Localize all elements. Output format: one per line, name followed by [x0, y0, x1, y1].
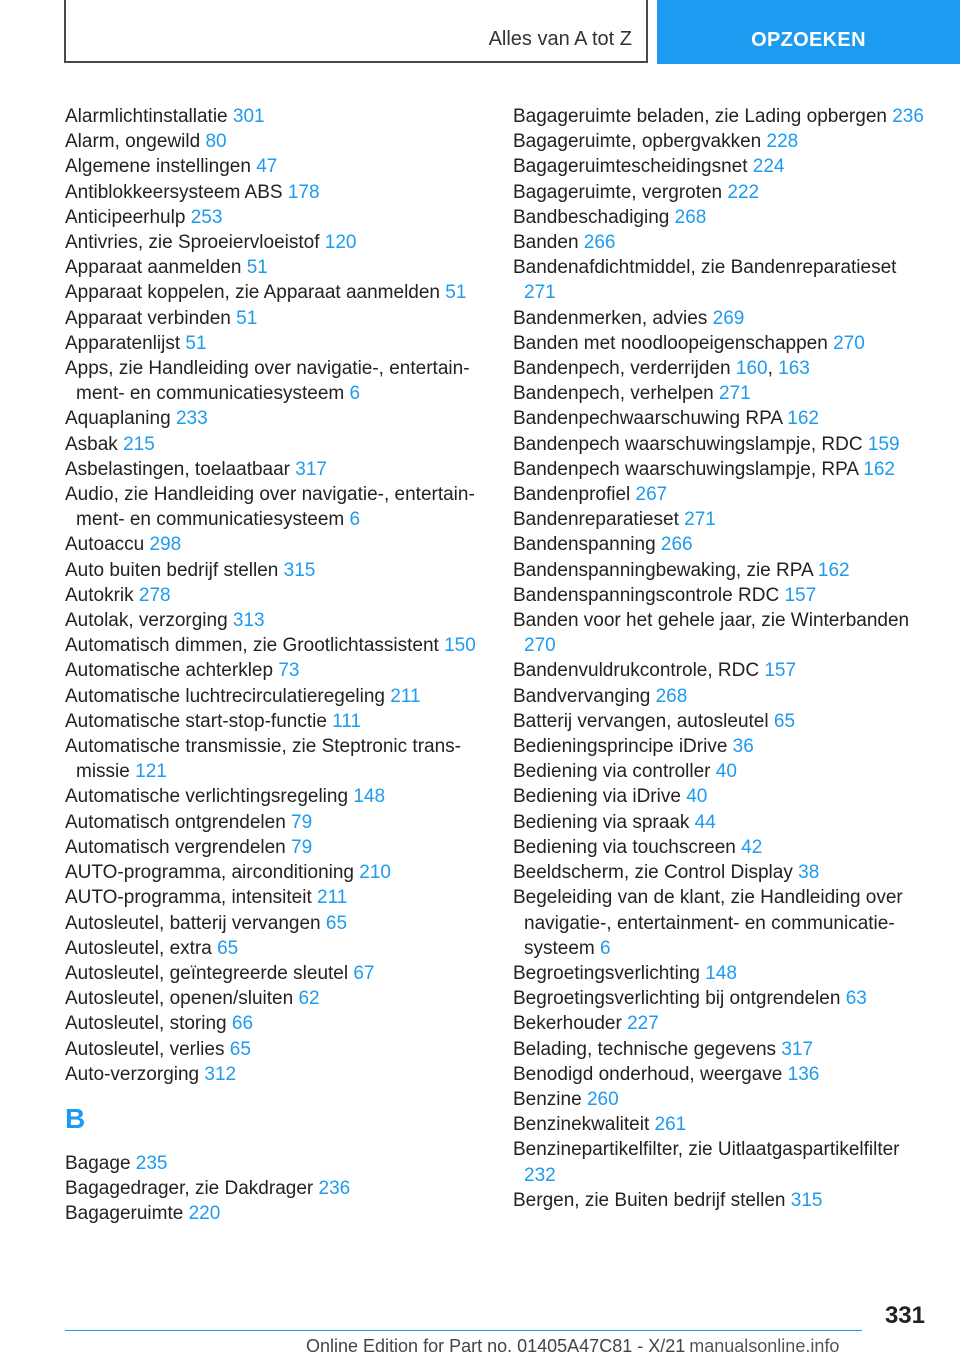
index-entry-text: Alarmlichtinstallatie — [65, 106, 233, 127]
page-reference-link[interactable]: 271 — [524, 282, 556, 304]
index-entry — [65, 885, 485, 910]
page-reference-link[interactable]: 266 — [660, 534, 693, 556]
page-reference-link[interactable]: 317 — [781, 1038, 814, 1060]
index-entry-text: AUTO-programma, airconditioning — [65, 862, 360, 884]
index-entry — [513, 532, 933, 557]
index-entry-text: Apparaat koppelen, zie Apparaat aanmelden — [65, 282, 446, 304]
tab-alles-van-a-tot-z[interactable] — [64, 0, 648, 63]
index-column-left — [65, 104, 485, 1227]
index-entry — [513, 658, 933, 683]
index-entry — [513, 835, 933, 860]
index-entry-text: Autosleutel, batterij vervangen — [65, 912, 326, 934]
index-entry — [513, 608, 933, 658]
page-reference-link[interactable]: 312 — [204, 1063, 237, 1085]
index-entry — [513, 709, 933, 734]
page-reference-link[interactable]: 73 — [278, 660, 300, 682]
index-entry — [513, 482, 933, 507]
index-entry — [65, 684, 485, 709]
page-reference-link[interactable]: 253 — [190, 206, 223, 228]
page-reference-link[interactable]: 67 — [353, 962, 375, 984]
page-reference-link[interactable]: 268 — [674, 206, 707, 228]
page-reference-link[interactable]: 6 — [600, 937, 611, 959]
index-entry — [65, 608, 485, 633]
index-entry-text: Bagageruimtescheidingsnet — [513, 156, 753, 178]
page-reference-link[interactable]: 215 — [123, 433, 155, 455]
index-entry-text: Alarm, ongewild — [65, 131, 206, 153]
index-entry — [513, 1188, 933, 1213]
index-entry — [65, 784, 485, 809]
index-entry-text: Banden — [513, 232, 584, 254]
index-entry-text: Begroetingsverlichting bij ontgrendelen — [513, 988, 846, 1010]
page-reference-link[interactable]: 210 — [359, 862, 391, 884]
page-reference-link[interactable]: 63 — [845, 988, 867, 1010]
page-reference-link[interactable]: 36 — [732, 736, 754, 758]
index-entry — [65, 306, 485, 331]
page-reference-link[interactable]: 148 — [353, 786, 386, 808]
footer-edition-text — [306, 1336, 956, 1357]
page-reference-link[interactable]: 65 — [773, 710, 796, 732]
page-reference-link[interactable]: 136 — [787, 1063, 820, 1085]
index-entry — [513, 507, 933, 532]
index-entry — [513, 406, 933, 431]
index-entry-text: Bediening via controller — [513, 761, 716, 783]
page-reference-link[interactable]: 220 — [188, 1203, 221, 1225]
index-entry-text: Beeldscherm, zie Control Display — [513, 862, 799, 884]
index-entry — [65, 1176, 485, 1201]
index-entry-text: Automatisch vergrendelen — [65, 836, 292, 858]
page-reference-link[interactable]: 235 — [135, 1152, 168, 1174]
index-entry-text: Aquaplaning — [65, 408, 176, 430]
page-reference-link[interactable]: 228 — [766, 131, 799, 153]
index-entry — [513, 255, 933, 305]
tab-opzoeken-label: OPZOEKEN — [751, 29, 866, 51]
page-reference-link[interactable]: 65 — [229, 1038, 251, 1060]
index-entry — [513, 1037, 933, 1062]
index-entry — [513, 784, 933, 809]
page-number: 331 — [884, 1302, 925, 1329]
index-entry — [65, 1062, 485, 1087]
index-entry — [513, 1137, 933, 1187]
index-entry-text: Asbak — [65, 433, 124, 455]
page-reference-link[interactable]: 236 — [892, 106, 924, 127]
page-reference-link[interactable]: 236 — [318, 1178, 351, 1200]
page-reference-link[interactable]: 80 — [205, 131, 227, 153]
page-reference-link[interactable]: 268 — [655, 685, 688, 707]
index-entry-text: Automatische transmissie, zie Steptronic transmissie — [65, 736, 461, 783]
page-reference-link[interactable]: 233 — [175, 408, 208, 430]
index-list-b — [65, 1151, 485, 1227]
index-entry-text: Apparatenlijst — [65, 332, 186, 354]
index-entry-text: Bergen, zie Buiten bedrijf stellen — [513, 1189, 791, 1211]
page-reference-link[interactable]: 270 — [524, 635, 556, 657]
index-entry-text: Bandenpech, verhelpen — [513, 383, 719, 405]
page-reference-link[interactable]: 211 — [390, 685, 421, 707]
index-entry — [65, 709, 485, 734]
page-reference-link[interactable]: 38 — [798, 862, 820, 884]
index-entry — [65, 482, 485, 532]
index-entry-text: Bandenprofiel — [513, 484, 636, 506]
index-entry — [513, 1112, 933, 1137]
index-entry — [65, 986, 485, 1011]
section-letter-b: B — [65, 1102, 86, 1134]
index-entry — [65, 558, 485, 583]
page-reference-link[interactable]: 260 — [586, 1088, 619, 1110]
page-reference-link[interactable]: 120 — [324, 232, 357, 254]
index-entry — [65, 331, 485, 356]
index-entry-text: Benzinekwaliteit — [513, 1114, 655, 1136]
page-reference-link[interactable]: 301 — [232, 106, 265, 127]
page-reference-link[interactable]: 148 — [705, 962, 737, 984]
index-entry — [513, 331, 933, 356]
index-entry — [513, 129, 933, 154]
index-entry — [513, 381, 933, 406]
page-reference-link[interactable]: 267 — [635, 484, 668, 506]
index-entry-text: , — [767, 358, 779, 380]
tab-opzoeken[interactable] — [657, 0, 960, 64]
index-entry — [513, 230, 933, 255]
index-entry — [513, 432, 933, 457]
index-entry-text: Banden voor het gehele jaar, zie Winterbanden — [513, 610, 910, 632]
index-entry — [65, 356, 485, 406]
index-entry — [65, 961, 485, 986]
index-entry — [513, 457, 933, 482]
index-entry-text: Bagageruimte, vergroten — [513, 181, 728, 203]
page-reference-link[interactable]: 150 — [444, 635, 476, 657]
index-entry-text: Bedieningsprincipe iDrive — [513, 736, 733, 758]
index-entry — [513, 205, 933, 230]
index-entry — [513, 154, 933, 179]
page-reference-link[interactable]: 222 — [727, 181, 760, 203]
edition-text: Online Edition for Part no. 01405A47C81 - X/21 — [306, 1336, 686, 1356]
index-entry — [513, 986, 933, 1011]
page-reference-link[interactable]: 51 — [445, 282, 467, 304]
index-entry-text: Belading, technische gegevens — [513, 1038, 782, 1060]
index-entry-text: Auto buiten bedrijf stellen — [65, 559, 284, 581]
page-reference-link[interactable]: 315 — [283, 559, 316, 581]
index-entry-text: Algemene instellingen — [65, 156, 257, 178]
index-entry-text: Anticipeerhulp — [65, 206, 191, 228]
index-entry-text: Bediening via touchscreen — [513, 836, 742, 858]
index-entry-text: Bandbeschadiging — [513, 206, 675, 228]
index-entry-text: Bagagedrager, zie Dakdrager — [65, 1178, 319, 1200]
index-entry — [65, 936, 485, 961]
index-entry — [513, 759, 933, 784]
index-entry — [65, 205, 485, 230]
index-entry — [65, 835, 485, 860]
index-entry-text: Automatische start-stop-functie — [65, 710, 333, 732]
index-entry-text: Automatische verlichtingsregeling — [65, 786, 354, 808]
page-reference-link[interactable]: 157 — [784, 584, 817, 606]
page-reference-link[interactable]: 162 — [863, 458, 895, 480]
page-reference-link[interactable]: 159 — [867, 433, 900, 455]
index-entry-text: Autokrik — [65, 584, 139, 606]
page-reference-link[interactable]: 162 — [817, 559, 850, 581]
index-entry — [65, 1011, 485, 1036]
index-entry — [513, 306, 933, 331]
index-entry-text: Apparaat aanmelden — [65, 257, 247, 279]
page-reference-link[interactable]: 65 — [325, 912, 348, 934]
index-entry — [513, 1062, 933, 1087]
index-list-b-continued — [513, 104, 933, 1213]
index-entry-text: Bandenvuldrukcontrole, RDC — [513, 660, 765, 682]
index-entry — [65, 860, 485, 885]
index-entry-text: AUTO-programma, intensiteit — [65, 887, 318, 909]
index-entry-text: Bandenspanning — [513, 534, 661, 556]
index-entry-text: Bandenreparatieset — [513, 509, 685, 531]
index-entry — [513, 558, 933, 583]
page-reference-link[interactable]: 163 — [778, 358, 810, 380]
index-entry-text: Bekerhouder — [513, 1013, 628, 1035]
page-reference-link[interactable]: 271 — [684, 509, 716, 531]
page-reference-link[interactable]: 47 — [256, 156, 278, 178]
index-entry-text: Bandenpech, verderrijden — [513, 358, 736, 380]
page-reference-link[interactable]: 51 — [185, 332, 207, 354]
index-entry — [65, 532, 485, 557]
index-entry-text: Autosleutel, geïntegreerde sleutel — [65, 962, 354, 984]
index-entry-text: Bandenspanningbewaking, zie RPA — [513, 559, 818, 581]
index-entry — [513, 961, 933, 986]
page-reference-link[interactable]: 224 — [752, 156, 785, 178]
index-entry-text: Autosleutel, verlies — [65, 1038, 230, 1060]
page-reference-link[interactable]: 65 — [217, 937, 239, 959]
index-entry-text: Bagageruimte, opbergvakken — [513, 131, 767, 153]
header — [0, 0, 960, 66]
index-entry — [65, 432, 485, 457]
index-entry-text: Automatische luchtrecirculatieregeling — [65, 685, 391, 707]
index-entry — [513, 810, 933, 835]
index-entry-text: Apps, zie Handleiding over navigatie-, entertainment- en communicatiesysteem — [65, 358, 470, 405]
index-entry — [65, 734, 485, 784]
page-reference-link[interactable]: 271 — [719, 383, 751, 405]
page-reference-link[interactable]: 160 — [735, 358, 768, 380]
page-reference-link[interactable]: 79 — [291, 836, 313, 858]
page-reference-link[interactable]: 42 — [741, 836, 763, 858]
index-entry — [513, 104, 933, 129]
page-reference-link[interactable]: 121 — [135, 761, 167, 783]
index-entry — [65, 104, 485, 129]
page-reference-link[interactable]: 51 — [236, 307, 258, 329]
index-entry — [65, 1201, 485, 1226]
index-entry — [65, 658, 485, 683]
page-reference-link[interactable]: 178 — [287, 181, 320, 203]
index-entry — [65, 457, 485, 482]
page-reference-link[interactable]: 266 — [583, 232, 616, 254]
index-entry — [65, 129, 485, 154]
index-entry — [65, 406, 485, 431]
index-entry-text: Autosleutel, extra — [65, 937, 218, 959]
index-entry — [65, 1151, 485, 1176]
index-entry — [513, 885, 933, 961]
index-entry-text: Bagageruimte — [65, 1203, 189, 1225]
index-entry — [65, 255, 485, 280]
index-entry-text: Bagageruimte beladen, zie Lading opbergen — [513, 106, 893, 127]
page-reference-link[interactable]: 261 — [654, 1114, 687, 1136]
page-reference-link[interactable]: 40 — [715, 761, 737, 783]
footer-divider — [65, 1330, 862, 1331]
index-entry — [513, 180, 933, 205]
index-entry-text: Antivries, zie Sproeiervloeistof — [65, 232, 325, 254]
index-entry-text: Banden met noodloopeigenschappen — [513, 332, 834, 354]
index-entry — [513, 860, 933, 885]
index-entry — [65, 1037, 485, 1062]
page-reference-link[interactable]: 211 — [317, 887, 348, 909]
index-entry-text: Bagage — [65, 1152, 136, 1174]
index-entry-text: Bandenpech waarschuwingslampje, RPA — [513, 458, 864, 480]
index-entry — [513, 734, 933, 759]
page-reference-link[interactable]: 40 — [686, 786, 708, 808]
index-entry-text: Autolak, verzorging — [65, 610, 233, 632]
tab-alles-van-a-tot-z-label: Alles van A tot Z — [488, 28, 632, 50]
index-entry-text: Apparaat verbinden — [65, 307, 237, 329]
index-entry-text: Bandenmerken, advies — [513, 307, 713, 329]
index-entry-text: Bediening via spraak — [513, 811, 695, 833]
page-reference-link[interactable]: 232 — [524, 1164, 556, 1186]
page-reference-link[interactable]: 157 — [764, 660, 797, 682]
index-entry-text: Benzine — [513, 1088, 587, 1110]
index-entry-text: Autosleutel, storing — [65, 1013, 232, 1035]
index-entry-text: Begeleiding van de klant, zie Handleiding over navigatie-, entertainment- en communicatiesysteem — [513, 887, 903, 959]
index-entry — [65, 180, 485, 205]
index-entry — [513, 356, 933, 381]
index-entry — [65, 583, 485, 608]
page-reference-link[interactable]: 227 — [627, 1013, 659, 1035]
page-reference-link[interactable]: 51 — [246, 257, 268, 279]
index-entry — [65, 230, 485, 255]
index-entry-text: Batterij vervangen, autosleutel — [513, 710, 774, 732]
index-entry — [65, 633, 485, 658]
index-entry-text: Antiblokkeersysteem ABS — [65, 181, 288, 203]
page-reference-link[interactable]: 162 — [787, 408, 819, 430]
page-reference-link[interactable]: 62 — [298, 988, 320, 1010]
index-entry-text: Bandenspanningscontrole RDC — [513, 584, 785, 606]
index-entry-text: Bandenpechwaarschuwing RPA — [513, 408, 788, 430]
index-entry — [513, 583, 933, 608]
index-entry-text: Begroetingsverlichting — [513, 962, 706, 984]
index-entry-text: Asbelastingen, toelaatbaar — [65, 458, 296, 480]
index-entry-text: Bandvervanging — [513, 685, 656, 707]
page-reference-link[interactable]: 298 — [149, 534, 182, 556]
index-entry-text: Auto-verzorging — [65, 1063, 205, 1085]
page-reference-link[interactable]: 278 — [138, 584, 171, 606]
page-reference-link[interactable]: 6 — [349, 383, 361, 405]
page-reference-link[interactable]: 317 — [295, 458, 327, 480]
index-entry-text: Automatische achterklep — [65, 660, 279, 682]
index-entry — [65, 280, 485, 305]
page-reference-link[interactable]: 79 — [291, 811, 313, 833]
page-reference-link[interactable]: 111 — [332, 710, 362, 732]
page-reference-link[interactable]: 66 — [231, 1013, 254, 1035]
index-entry-text: Autosleutel, openen/sluiten — [65, 988, 299, 1010]
index-list-a — [65, 104, 485, 1087]
index-entry-text: Autoaccu — [65, 534, 150, 556]
index-entry — [513, 684, 933, 709]
index-entry-text: Bandenafdichtmiddel, zie Bandenreparatieset — [513, 257, 897, 279]
index-entry-text: Automatisch dimmen, zie Grootlichtassistent — [65, 635, 445, 657]
index-entry-text: Audio, zie Handleiding over navigatie-, entertainment- en communicatiesysteem — [65, 484, 475, 531]
index-entry-text: Benodigd onderhoud, weergave — [513, 1063, 788, 1085]
index-entry — [65, 911, 485, 936]
index-entry-text: Automatisch ontgrendelen — [65, 811, 292, 833]
index-entry — [513, 1087, 933, 1112]
page-reference-link[interactable]: 44 — [694, 811, 716, 833]
index-entry-text: Benzinepartikelfilter, zie Uitlaatgaspartikelfilter — [513, 1139, 900, 1161]
index-column-right — [513, 104, 933, 1213]
index-entry — [65, 810, 485, 835]
page-reference-link[interactable]: 269 — [712, 307, 745, 329]
index-entry-text: Bediening via iDrive — [513, 786, 687, 808]
index-entry — [65, 154, 485, 179]
page-reference-link[interactable]: 270 — [833, 332, 865, 354]
page-reference-link[interactable]: 6 — [349, 509, 361, 531]
page-reference-link[interactable]: 315 — [790, 1189, 823, 1211]
index-entry — [513, 1011, 933, 1036]
page-reference-link[interactable]: 313 — [232, 610, 265, 632]
watermark-text: manualsonline.info — [689, 1336, 840, 1356]
index-entry-text: Bandenpech waarschuwingslampje, RDC — [513, 433, 868, 455]
